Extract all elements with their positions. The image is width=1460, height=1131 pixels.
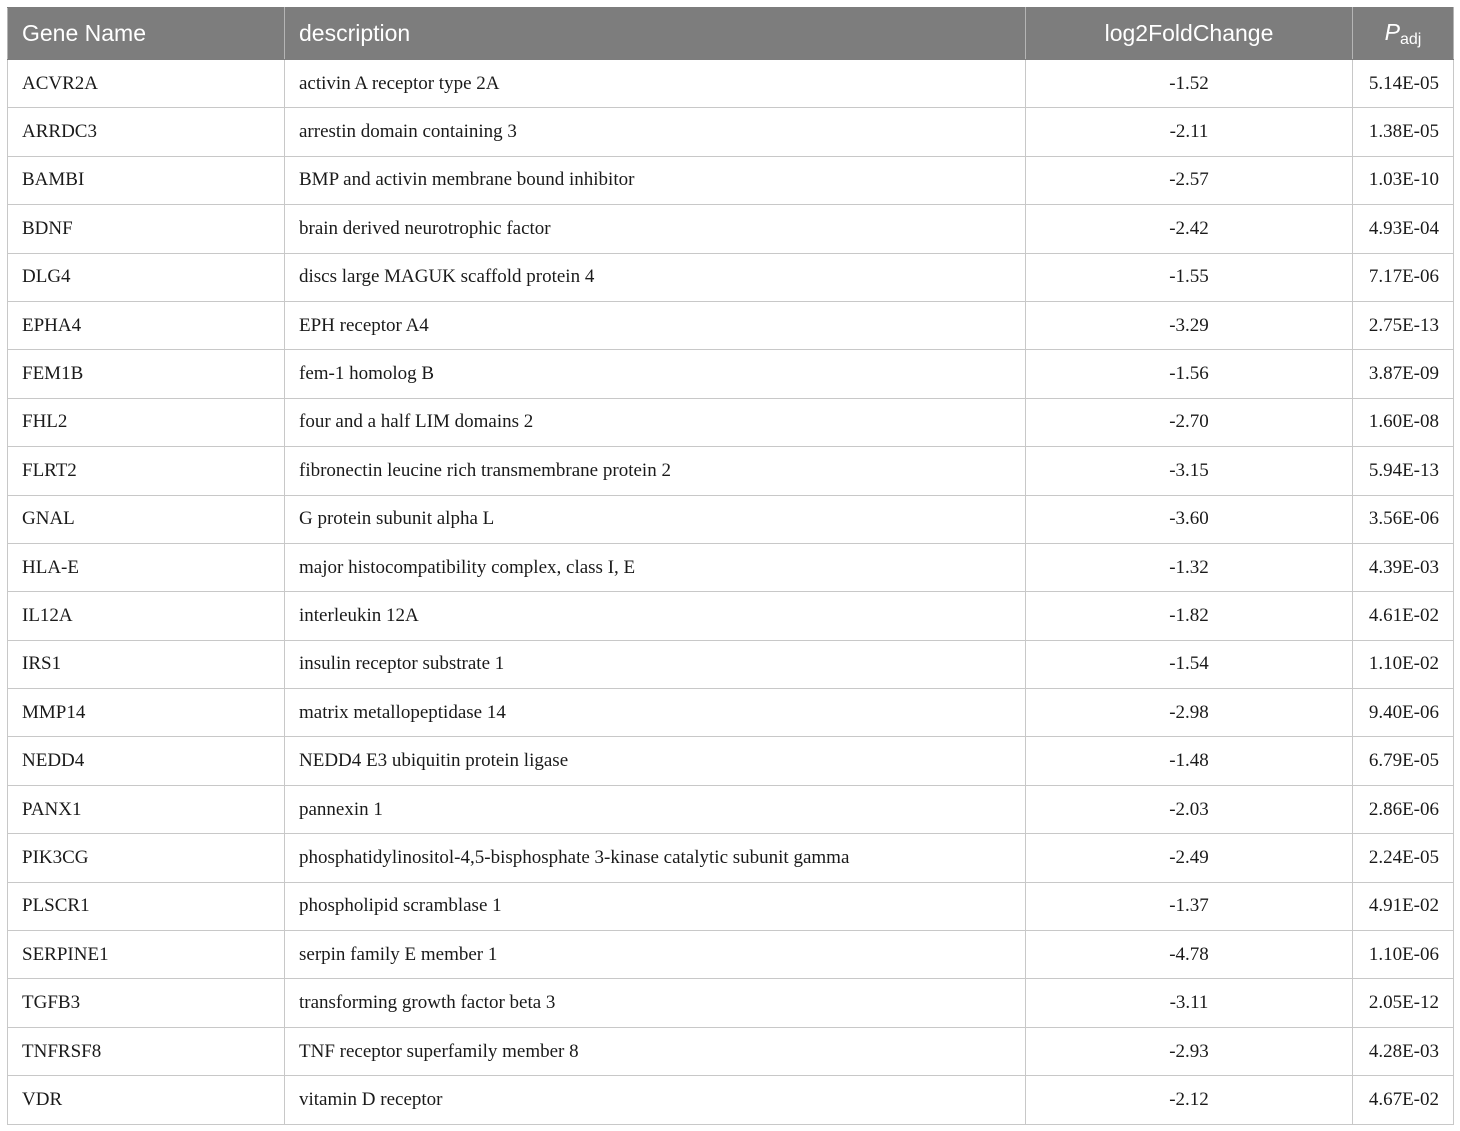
gene-name-cell: BDNF [8, 205, 285, 253]
description-cell: arrestin domain containing 3 [285, 108, 1026, 156]
gene-name-cell: HLA-E [8, 543, 285, 591]
log2foldchange-cell: -3.29 [1026, 301, 1353, 349]
gene-name-cell: BAMBI [8, 156, 285, 204]
description-cell: BMP and activin membrane bound inhibitor [285, 156, 1026, 204]
gene-name-cell: FEM1B [8, 350, 285, 398]
padj-cell: 4.28E-03 [1353, 1027, 1454, 1075]
gene-name-cell: TGFB3 [8, 979, 285, 1027]
gene-name-cell: FHL2 [8, 398, 285, 446]
padj-cell: 2.05E-12 [1353, 979, 1454, 1027]
log2foldchange-cell: -1.54 [1026, 640, 1353, 688]
description-cell: transforming growth factor beta 3 [285, 979, 1026, 1027]
log2foldchange-cell: -1.55 [1026, 253, 1353, 301]
description-cell: vitamin D receptor [285, 1076, 1026, 1124]
gene-name-cell: GNAL [8, 495, 285, 543]
padj-cell: 3.56E-06 [1353, 495, 1454, 543]
padj-cell: 9.40E-06 [1353, 689, 1454, 737]
log2foldchange-cell: -2.70 [1026, 398, 1353, 446]
table-row [8, 156, 1454, 204]
padj-cell: 5.14E-05 [1353, 60, 1454, 108]
log2foldchange-cell: -4.78 [1026, 931, 1353, 979]
gene-name-cell: IRS1 [8, 640, 285, 688]
log2foldchange-cell: -1.48 [1026, 737, 1353, 785]
description-cell: fem-1 homolog B [285, 350, 1026, 398]
log2foldchange-cell: -1.52 [1026, 60, 1353, 108]
description-cell: discs large MAGUK scaffold protein 4 [285, 253, 1026, 301]
padj-cell: 5.94E-13 [1353, 447, 1454, 495]
header-row [8, 8, 1454, 60]
table-row [8, 108, 1454, 156]
table-row [8, 785, 1454, 833]
header-padj-sub: adj [1399, 30, 1422, 48]
gene-name-cell: SERPINE1 [8, 931, 285, 979]
log2foldchange-cell: -1.37 [1026, 882, 1353, 930]
log2foldchange-cell: -1.82 [1026, 592, 1353, 640]
padj-cell: 4.93E-04 [1353, 205, 1454, 253]
log2foldchange-cell: -2.57 [1026, 156, 1353, 204]
gene-name-cell: PIK3CG [8, 834, 285, 882]
log2foldchange-cell: -2.49 [1026, 834, 1353, 882]
description-cell: G protein subunit alpha L [285, 495, 1026, 543]
log2foldchange-cell: -1.56 [1026, 350, 1353, 398]
padj-cell: 2.75E-13 [1353, 301, 1454, 349]
description-cell: serpin family E member 1 [285, 931, 1026, 979]
description-cell: activin A receptor type 2A [285, 60, 1026, 108]
table-row [8, 398, 1454, 446]
table-row [8, 737, 1454, 785]
padj-cell: 4.91E-02 [1353, 882, 1454, 930]
log2foldchange-cell: -2.42 [1026, 205, 1353, 253]
description-cell: fibronectin leucine rich transmembrane protein 2 [285, 447, 1026, 495]
gene-table-container [7, 7, 1453, 1125]
padj-cell: 4.67E-02 [1353, 1076, 1454, 1124]
padj-cell: 6.79E-05 [1353, 737, 1454, 785]
table-header [8, 8, 1454, 60]
description-cell: phospholipid scramblase 1 [285, 882, 1026, 930]
description-cell: matrix metallopeptidase 14 [285, 689, 1026, 737]
table-row [8, 60, 1454, 108]
description-cell: NEDD4 E3 ubiquitin protein ligase [285, 737, 1026, 785]
description-cell: insulin receptor substrate 1 [285, 640, 1026, 688]
table-row [8, 882, 1454, 930]
log2foldchange-cell: -3.15 [1026, 447, 1353, 495]
description-cell: major histocompatibility complex, class I, E [285, 543, 1026, 591]
table-row [8, 592, 1454, 640]
table-row [8, 447, 1454, 495]
header-log2foldchange: log2FoldChange [1026, 8, 1353, 60]
log2foldchange-cell: -2.93 [1026, 1027, 1353, 1075]
padj-cell: 3.87E-09 [1353, 350, 1454, 398]
log2foldchange-cell: -2.11 [1026, 108, 1353, 156]
padj-cell: 1.10E-06 [1353, 931, 1454, 979]
log2foldchange-cell: -2.03 [1026, 785, 1353, 833]
gene-name-cell: IL12A [8, 592, 285, 640]
header-gene-name: Gene Name [8, 8, 285, 60]
table-row [8, 640, 1454, 688]
gene-name-cell: EPHA4 [8, 301, 285, 349]
table-row [8, 205, 1454, 253]
padj-cell: 1.10E-02 [1353, 640, 1454, 688]
padj-cell: 7.17E-06 [1353, 253, 1454, 301]
gene-name-cell: DLG4 [8, 253, 285, 301]
header-padj [1353, 8, 1454, 60]
table-body [8, 60, 1454, 1125]
header-padj-main: P [1384, 18, 1400, 45]
table-row [8, 1027, 1454, 1075]
table-row [8, 543, 1454, 591]
header-description: description [285, 8, 1026, 60]
gene-name-cell: FLRT2 [8, 447, 285, 495]
description-cell: phosphatidylinositol-4,5-bisphosphate 3-kinase catalytic subunit gamma [285, 834, 1026, 882]
table-row [8, 689, 1454, 737]
gene-expression-table [7, 7, 1454, 1125]
description-cell: TNF receptor superfamily member 8 [285, 1027, 1026, 1075]
description-cell: EPH receptor A4 [285, 301, 1026, 349]
log2foldchange-cell: -3.11 [1026, 979, 1353, 1027]
padj-cell: 4.61E-02 [1353, 592, 1454, 640]
description-cell: pannexin 1 [285, 785, 1026, 833]
gene-name-cell: ACVR2A [8, 60, 285, 108]
gene-name-cell: TNFRSF8 [8, 1027, 285, 1075]
table-row [8, 979, 1454, 1027]
padj-cell: 1.03E-10 [1353, 156, 1454, 204]
gene-name-cell: PANX1 [8, 785, 285, 833]
table-row [8, 834, 1454, 882]
log2foldchange-cell: -2.98 [1026, 689, 1353, 737]
padj-cell: 2.86E-06 [1353, 785, 1454, 833]
description-cell: brain derived neurotrophic factor [285, 205, 1026, 253]
table-row [8, 931, 1454, 979]
table-row [8, 301, 1454, 349]
table-row [8, 1076, 1454, 1124]
table-row [8, 350, 1454, 398]
gene-name-cell: VDR [8, 1076, 285, 1124]
gene-name-cell: PLSCR1 [8, 882, 285, 930]
log2foldchange-cell: -1.32 [1026, 543, 1353, 591]
padj-cell: 1.38E-05 [1353, 108, 1454, 156]
log2foldchange-cell: -2.12 [1026, 1076, 1353, 1124]
description-cell: interleukin 12A [285, 592, 1026, 640]
padj-cell: 1.60E-08 [1353, 398, 1454, 446]
gene-name-cell: NEDD4 [8, 737, 285, 785]
gene-name-cell: ARRDC3 [8, 108, 285, 156]
log2foldchange-cell: -3.60 [1026, 495, 1353, 543]
table-row [8, 253, 1454, 301]
table-row [8, 495, 1454, 543]
gene-name-cell: MMP14 [8, 689, 285, 737]
padj-cell: 4.39E-03 [1353, 543, 1454, 591]
description-cell: four and a half LIM domains 2 [285, 398, 1026, 446]
padj-cell: 2.24E-05 [1353, 834, 1454, 882]
